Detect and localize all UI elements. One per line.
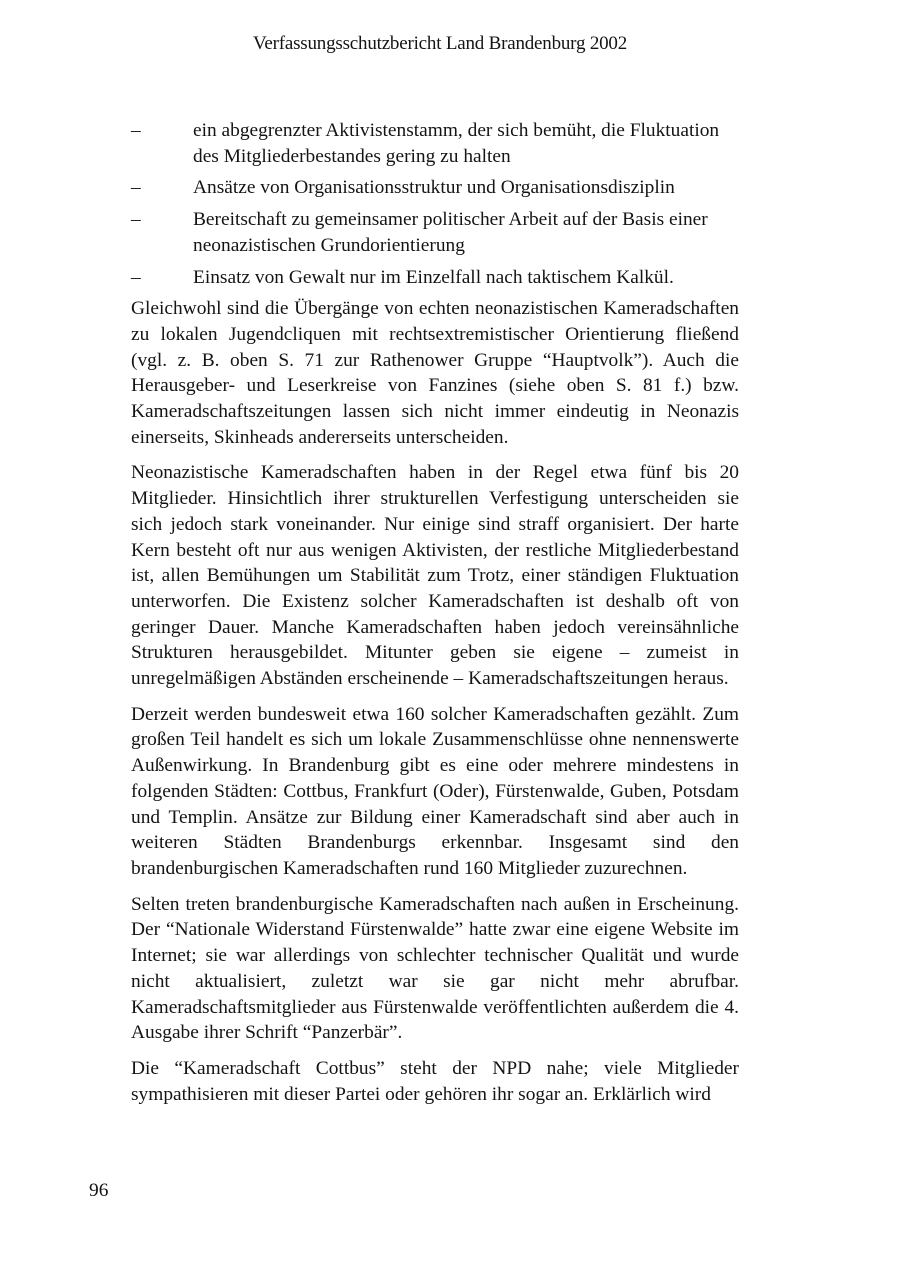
paragraph-membership: Neonazistische Kameradschaften haben in der Regel etwa fünf bis 20 Mitglieder. Hinsichtlich ihrer strukturellen Verfestigung unterscheiden sie sich jedoch stark voneinander. Nur einige sind straff organisiert. Der harte Kern besteht oft nur aus wenigen Aktivisten, der restliche Mitgliederbestand ist, allen Bemühungen um Stabilität zum Trotz, einer ständigen Fluktuation unterworfen. Die Existenz solcher Kameradschaften ist deshalb oft von geringer Dauer. Manche Kameradschaften haben jedoch vereinsähnliche Strukturen herausgebildet. Mitunter geben sie eigene – zumeist in unregelmäßigen Abständen erscheinende – Kameradschaftszeitungen heraus. [131,462,739,690]
dash-bullet: – [131,266,141,288]
dash-bullet: – [131,177,141,199]
list-item [131,118,739,169]
criteria-list [131,118,739,290]
list-item [131,175,739,201]
list-item [131,207,739,258]
dash-bullet: – [131,209,141,231]
list-item-text: Einsatz von Gewalt nur im Einzelfall nach taktischem Kalkül. [193,266,674,288]
body-text [131,118,739,1117]
paragraph-cottbus: Die “Kameradschaft Cottbus” steht der NPD nahe; viele Mitglieder sympathisieren mit dieser Partei oder gehören ihr sogar an. Erklärlich wird [131,1057,739,1105]
paragraph-count: Derzeit werden bundesweit etwa 160 solcher Kameradschaften gezählt. Zum großen Teil handelt es sich um lokale Zusammenschlüsse ohne nennenswerte Außenwirkung. In Brandenburg gibt es eine oder mehrere mindestens in folgenden Städten: Cottbus, Frankfurt (Oder), Fürstenwalde, Guben, Potsdam und Templin. Ansätze zur Bildung einer Kameradschaft sind aber auch in weiteren Städten Brandenburgs erkennbar. Insgesamt sind den brandenburgischen Kameradschaften rund 160 Mitglieder zuzurechnen. [131,703,739,879]
list-item-text: Ansätze von Organisationsstruktur und Organisationsdisziplin [193,177,675,199]
list-item-text: Bereitschaft zu gemeinsamer politischer Arbeit auf der Basis einer neonazistischen Grundorientierung [193,209,708,256]
dash-bullet: – [131,120,141,141]
running-header: Verfassungsschutzbericht Land Brandenburg 2002 [252,33,628,54]
page-number: 96 [89,1180,109,1201]
paragraph-transitions: Gleichwohl sind die Übergänge von echten neonazistischen Kameradschaften zu lokalen Jugendcliquen mit rechtsextremistischer Orientierung fließend (vgl. z. B. oben S. 71 zur Rathenower Gruppe “Hauptvolk”). Auch die Herausgeber- und Leserkreise von Fanzines (siehe oben S. 81 f.) bzw. Kameradschaftszeitungen lassen sich nicht immer eindeutig in Neonazis einerseits, Skinheads andererseits unterscheiden. [131,298,739,448]
list-item [131,265,739,291]
list-item-text: ein abgegrenzter Aktivistenstamm, der sich bemüht, die Fluktuation des Mitgliederbestandes gering zu halten [193,120,720,167]
paragraph-public-appearance: Selten treten brandenburgische Kameradschaften nach außen in Erscheinung. Der “Nationale Widerstand Fürstenwalde” hatte zwar eine eigene Website im Internet; sie war allerdings von schlechter technischer Qualität und wurde nicht aktualisiert, zuletzt war sie gar nicht mehr abrufbar. Kameradschaftsmitglieder aus Fürstenwalde veröffentlichten außerdem die 4. Ausgabe ihrer Schrift “Panzerbär”. [131,893,739,1044]
